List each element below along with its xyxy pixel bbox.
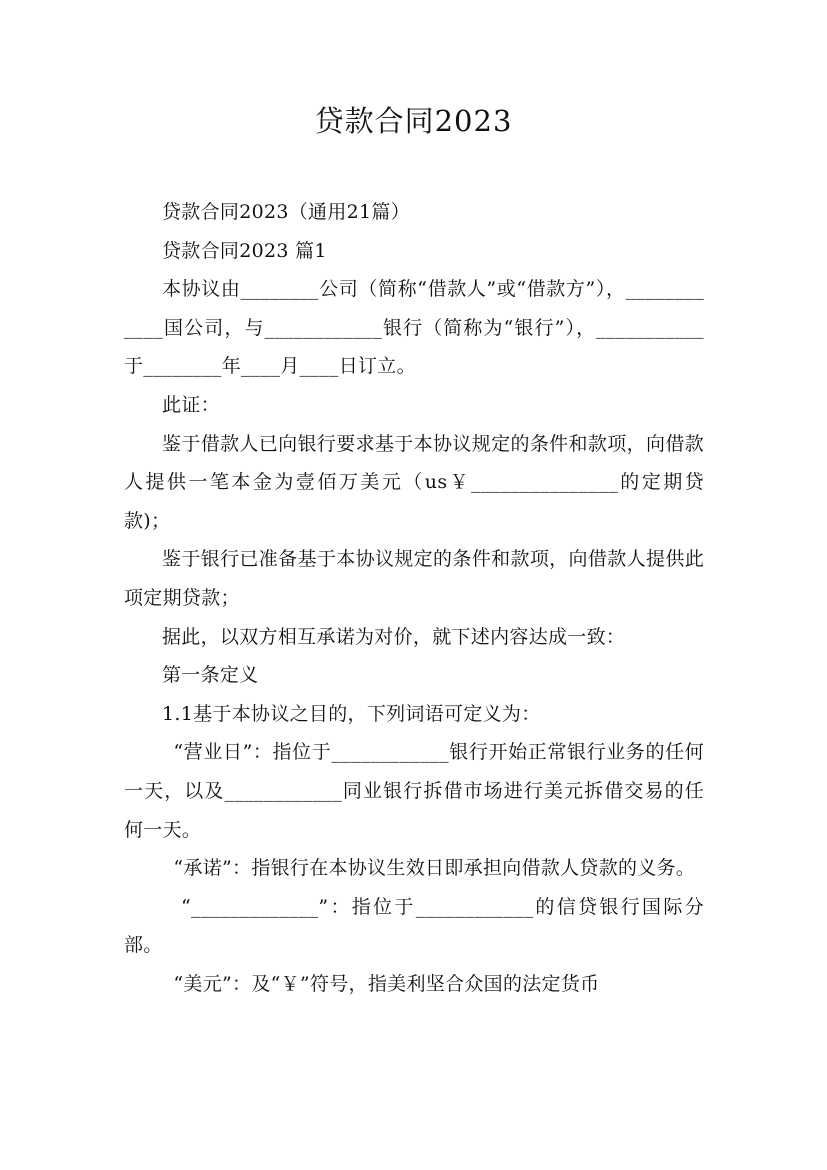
paragraph-whereas-borrower: 鉴于借款人已向银行要求基于本协议规定的条件和款项，向借款人提供一笔本金为壹佰万美元（us￥_______________的定期贷款)； (124, 432, 704, 532)
paragraph-whereas-bank: 鉴于银行已准备基于本协议规定的条件和款项，向借款人提供此项定期贷款； (124, 548, 704, 609)
paragraph-parties: 本协议由________公司（简称“借款人”或“借款方”），____________国公司，与____________银行（简称为“银行”），___________于________年____月____日订立。 (124, 278, 704, 378)
paragraph-definition-business-day: “营业日”：指位于____________银行开始正常银行业务的任何一天，以及____________同业银行拆借市场进行美元拆借交易的任何一天。 (124, 741, 704, 841)
paragraph-witness: 此证： (162, 393, 220, 416)
document-title: 贷款合同2023 (314, 104, 513, 138)
paragraph-section-heading: 贷款合同2023 篇1 (162, 239, 327, 262)
paragraph-article-heading: 第一条定义 (162, 664, 259, 687)
paragraph-definition-dollar: “美元”：及“￥”符号，指美利坚合众国的法定货币 (173, 972, 600, 995)
paragraph-definition-credit-bank: “_____________”：指位于____________的信贷银行国际分部。 (124, 895, 704, 957)
paragraph-definitions-intro: 1.1基于本协议之目的，下列词语可定义为： (162, 702, 541, 725)
document-body (124, 193, 704, 1003)
paragraph-subtitle: 贷款合同2023（通用21篇） (162, 201, 411, 223)
paragraph-agreement: 据此，以双方相互承诺为对价，就下述内容达成一致： (162, 625, 626, 648)
paragraph-definition-commitment: “承诺”：指银行在本协议生效日即承担向借款人贷款的义务。 (173, 857, 696, 880)
